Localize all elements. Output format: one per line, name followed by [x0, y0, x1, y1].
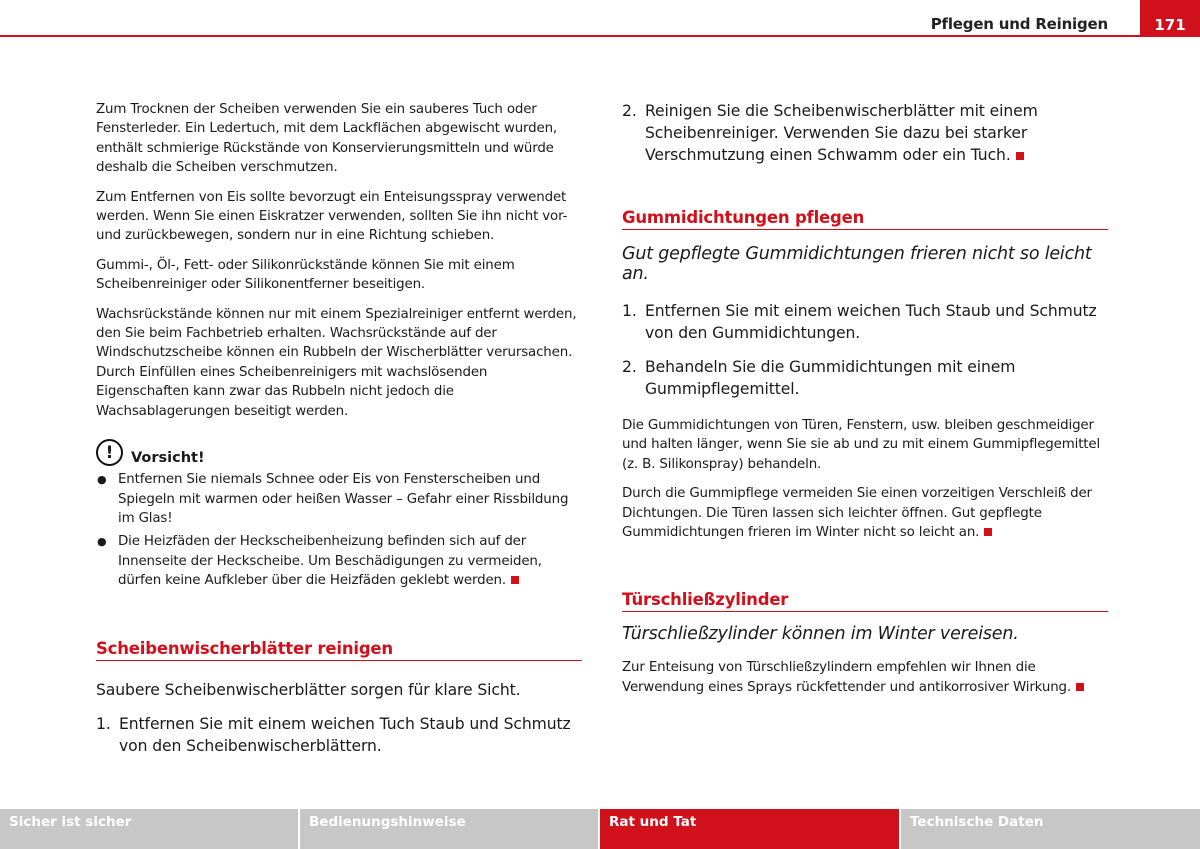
paragraph: [622, 658, 1108, 697]
paragraph-text: Durch die Gummipflege vermeiden Sie einen vorzeitigen Verschleiß der Dichtungen. Die Türen lassen sich leichter öffnen. Gut gepflegte Gummidichtungen frieren im Winter nicht so leicht an.: [622, 486, 1092, 541]
warning-icon: !: [96, 439, 123, 466]
footer-tab-advice[interactable]: Rat und Tat: [600, 809, 899, 849]
caution-title: Vorsicht!: [131, 449, 205, 466]
end-of-section-icon: [984, 528, 992, 536]
footer-tab-operating[interactable]: Bedienungshinweise: [300, 809, 598, 849]
step-text: Entfernen Sie mit einem weichen Tuch Staub und Schmutz von den Scheibenwischerblättern.: [119, 714, 571, 755]
list-item: [622, 300, 1108, 344]
paragraph: Zum Trocknen der Scheiben verwenden Sie ein sauberes Tuch oder Fensterleder. Ein Ledertuch, mit dem Lackflächen abgewischt wurden, enthält schmierige Rückstände von Konservierungsmitteln und würde deshalb die Scheiben verschmutzen.: [96, 102, 558, 176]
section-intro: Saubere Scheibenwischerblätter sorgen für klare Sicht.: [96, 680, 521, 699]
step-list: [622, 300, 1108, 400]
paragraph-text: Zur Enteisung von Türschließzylindern empfehlen wir Ihnen die Verwendung eines Sprays rückfettender und antikorrosiver Wirkung.: [622, 660, 1071, 695]
section-lead: Türschließzylinder können im Winter vereisen.: [622, 624, 1019, 645]
step-number: 2.: [622, 358, 637, 376]
bullet-icon: ●: [97, 473, 107, 487]
paragraph: Gummi-, Öl-, Fett- oder Silikonrückstände können Sie mit einem Scheibenreiniger oder Silikonentferner beseitigen.: [96, 257, 515, 293]
header-rule: [0, 35, 1140, 37]
step-text: Entfernen Sie mit einem weichen Tuch Staub und Schmutz von den Gummidichtungen.: [645, 302, 1097, 342]
end-of-section-icon: [1076, 683, 1084, 691]
caution-bullet: [96, 470, 582, 528]
caution-header: [96, 439, 582, 466]
caution-box: [96, 439, 582, 590]
footer-tab-technical[interactable]: Technische Daten: [901, 809, 1200, 849]
step-number: 2.: [622, 102, 637, 120]
left-column: [96, 100, 582, 769]
caution-bullet-text: Die Heizfäden der Heckscheibenheizung befinden sich auf der Innenseite der Heckscheibe. Um Beschädigungen zu vermeiden, dürfen keine Aufkleber über die Heizfäden geklebt werden.: [118, 534, 542, 589]
paragraph: Die Gummidichtungen von Türen, Fenstern, usw. bleiben geschmeidiger und halten länger, wenn Sie sie ab und zu mit einem Gummipflegemittel (z. B. Silikonspray) behandeln.: [622, 418, 1101, 472]
section-heading: Türschließzylinder: [622, 590, 1108, 612]
list-item: [622, 100, 1108, 166]
caution-bullet: [96, 532, 582, 590]
section-rubber-seals: [622, 208, 1108, 542]
page-number: 171: [1140, 0, 1200, 37]
section-wiper-blades: [96, 639, 582, 757]
section-door-lock: [622, 590, 1108, 697]
step-number: 1.: [96, 714, 111, 733]
page-header-title: Pflegen und Reinigen: [930, 15, 1108, 33]
footer-tab-safety[interactable]: Sicher ist sicher: [0, 809, 298, 849]
end-of-section-icon: [511, 576, 519, 584]
paragraph: Zum Entfernen von Eis sollte bevorzugt ein Enteisungsspray verwendet werden. Wenn Sie einen Eiskratzer verwenden, sollten Sie ihn nicht vor- und zurückbewegen, sondern nur in eine Richtung schieben.: [96, 189, 568, 244]
step-list: [96, 713, 582, 757]
footer-nav: [0, 809, 1200, 849]
bullet-icon: ●: [97, 535, 107, 549]
section-heading: Gummidichtungen pflegen: [622, 208, 1108, 230]
end-of-section-icon: [1016, 152, 1024, 160]
section-heading: Scheibenwischerblätter reinigen: [96, 639, 582, 661]
list-item: [622, 356, 1108, 400]
paragraph: Wachsrückstände können nur mit einem Spezialreiniger entfernt werden, den Sie beim Fachbetrieb erhalten. Wachsrückstände auf der Windschutzscheibe können ein Rubbeln der Wischerblätter verursachen. Durch Einfüllen eines Scheibenreinigers mit wachslösenden Eigenschaften kann zwar das Rubbeln nicht jedoch die Wachsablagerungen beseitigt werden.: [96, 306, 577, 419]
paragraph: [622, 484, 1108, 542]
step-text: Behandeln Sie die Gummidichtungen mit einem Gummipflegemittel.: [645, 358, 1016, 398]
section-lead: Gut gepflegte Gummidichtungen frieren nicht so leicht an.: [622, 244, 1092, 284]
step-number: 1.: [622, 302, 637, 320]
caution-bullet-text: Entfernen Sie niemals Schnee oder Eis von Fensterscheiben und Spiegeln mit warmen oder heißen Wasser – Gefahr einer Rissbildung im Glas!: [118, 472, 569, 526]
step-list: [622, 100, 1108, 166]
right-column: [622, 100, 1108, 707]
list-item: [96, 713, 582, 757]
step-text: Reinigen Sie die Scheibenwischerblätter mit einem Scheibenreiniger. Verwenden Sie dazu bei starker Verschmutzung einen Schwamm oder ein Tuch.: [645, 102, 1038, 164]
